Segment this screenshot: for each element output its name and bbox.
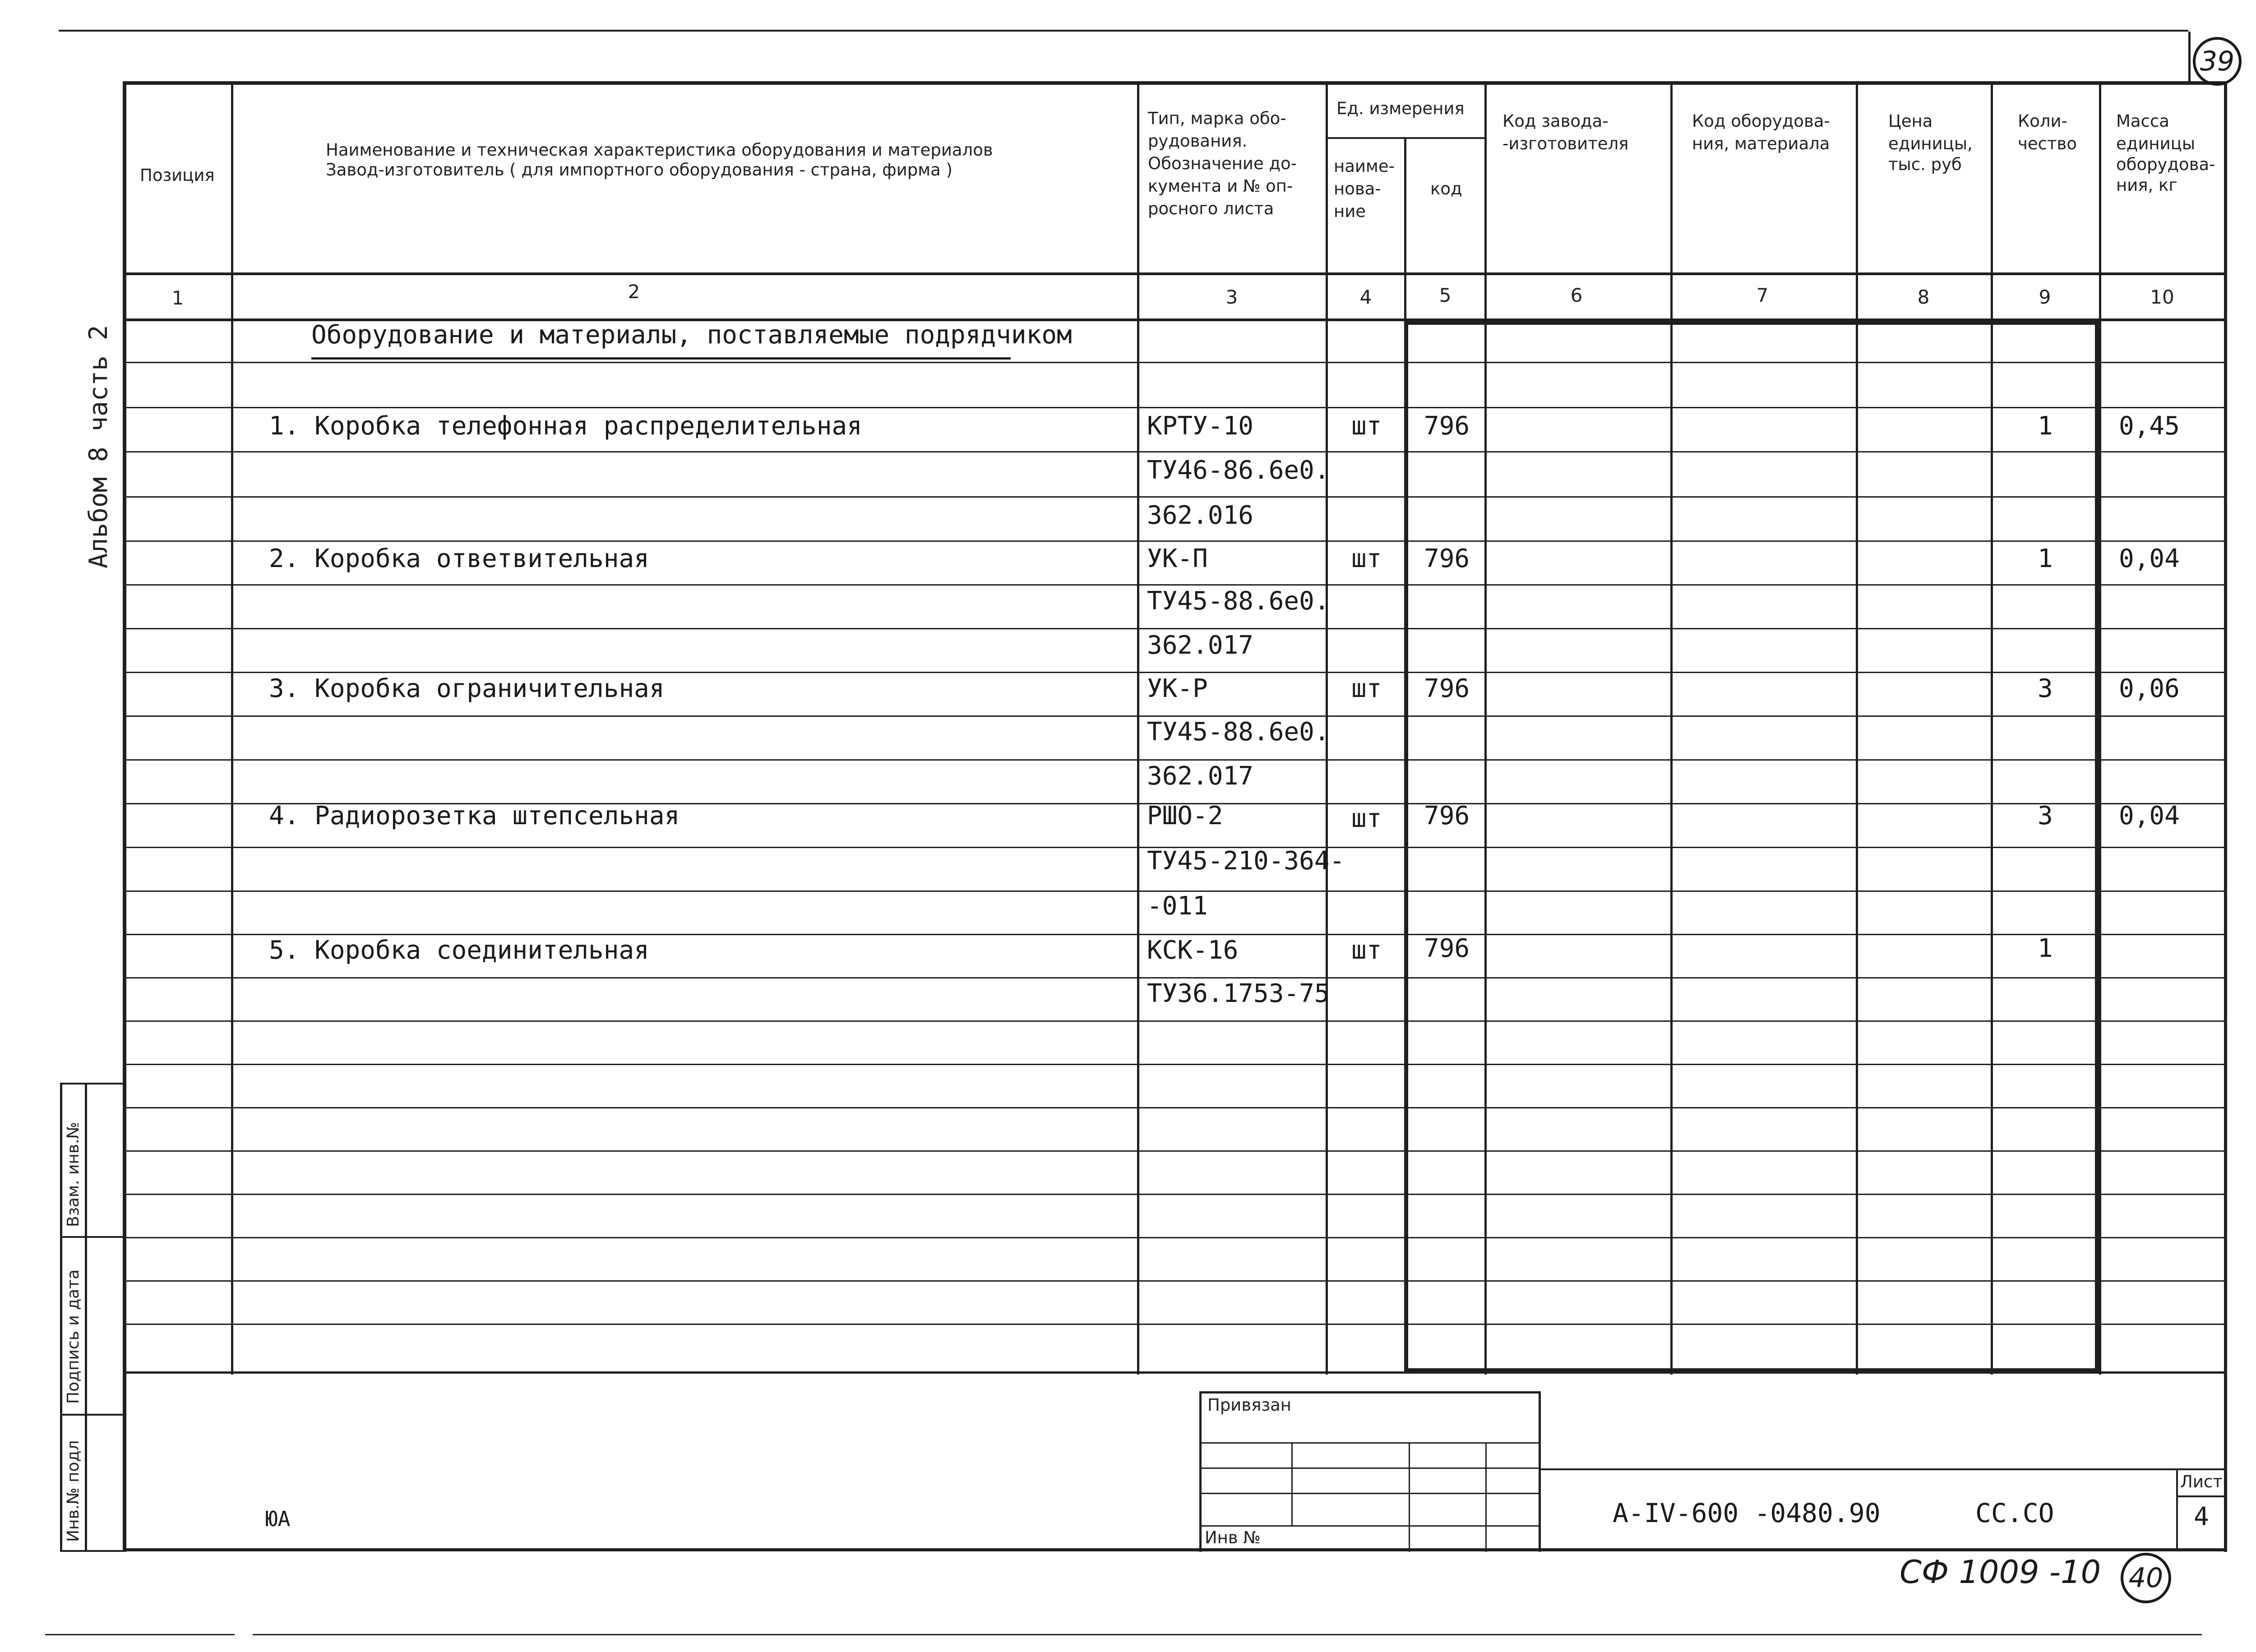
row-unit: шт	[1351, 804, 1382, 833]
row-type: -011	[1147, 891, 1208, 921]
header-price-1: Цена	[1888, 111, 1933, 131]
header-type-1: Тип, марка обо-	[1148, 109, 1286, 128]
row-code: 796	[1424, 934, 1470, 963]
sheet-label: Лист	[2180, 1472, 2223, 1491]
row-type: УК-Р	[1147, 674, 1208, 703]
column-number: 2	[628, 281, 640, 303]
header-type-2: рудования.	[1148, 131, 1248, 151]
header-type-4: кумента и № оп-	[1148, 176, 1293, 196]
header-unit-name-1: наиме-	[1334, 157, 1395, 176]
side-stamp-signature-date: Подпись и дата	[64, 1269, 83, 1404]
row-name: 3. Коробка ограничительная	[269, 674, 665, 703]
row-type: 362.017	[1147, 761, 1254, 791]
sheet-number: 4	[2194, 1502, 2209, 1532]
header-position: Позиция	[140, 166, 215, 185]
row-unit: шт	[1351, 544, 1382, 573]
header-mass-1: Масса	[2116, 111, 2169, 131]
column-number: 1	[171, 287, 184, 309]
row-code: 796	[1424, 674, 1470, 703]
row-qty: 1	[2038, 411, 2053, 441]
header-type-5: росного листа	[1148, 199, 1274, 218]
row-type: УК-П	[1147, 544, 1208, 573]
row-type: ТУ45-88.6е0.	[1147, 717, 1330, 747]
row-code: 796	[1424, 544, 1470, 573]
header-name-line1: Наименование и техническая характеристика оборудования и материалов	[326, 140, 993, 160]
privyazan-label: Привязан	[1207, 1395, 1291, 1415]
document-code: А-IV-600 -0480.90	[1613, 1498, 1881, 1528]
header-name-line2: Завод-изготовитель ( для импортного оборудования - страна, фирма )	[326, 160, 953, 180]
column-number: 8	[1917, 286, 1930, 308]
header-unit-name-3: ние	[1334, 202, 1366, 221]
header-factory-code-2: -изготовителя	[1502, 134, 1629, 153]
row-qty: 3	[2038, 801, 2053, 831]
sheet-number-circle-bottom: 40	[2121, 1553, 2171, 1603]
inv-no-label: Инв №	[1205, 1528, 1261, 1547]
header-qty-2: чество	[2018, 134, 2077, 153]
column-number: 6	[1570, 284, 1583, 306]
header-price-2: единицы,	[1888, 134, 1973, 153]
side-stamp-replaced-inv: Взам. инв.№	[64, 1122, 83, 1227]
row-unit: шт	[1351, 674, 1382, 703]
header-mass-4: ния, кг	[2116, 175, 2177, 195]
row-name: 5. Коробка соединительная	[269, 936, 649, 965]
header-equip-code-1: Код оборудова-	[1692, 111, 1830, 131]
row-code: 796	[1424, 411, 1470, 441]
row-name: 1. Коробка телефонная распределительная	[269, 411, 862, 441]
row-type: РШО-2	[1147, 801, 1223, 831]
header-price-3: тыс. руб	[1888, 155, 1962, 174]
header-mass-3: оборудова-	[2116, 155, 2215, 174]
column-number: 4	[1359, 286, 1372, 308]
header-equip-code-2: ния, материала	[1692, 134, 1830, 153]
row-qty: 1	[2038, 544, 2053, 573]
row-name: 4. Радиорозетка штепсельная	[269, 801, 680, 831]
row-type: ТУ45-88.6е0.	[1147, 586, 1330, 616]
row-name: 2. Коробка ответвительная	[269, 544, 649, 573]
header-units: Ед. измерения	[1336, 99, 1465, 118]
row-mass: 0,06	[2119, 674, 2180, 703]
header-factory-code-1: Код завода-	[1502, 111, 1609, 131]
header-qty-1: Коли-	[2018, 111, 2067, 131]
row-type: ТУ36.1753-75	[1147, 979, 1330, 1008]
row-mass: 0,04	[2119, 544, 2180, 573]
row-unit: шт	[1351, 411, 1382, 441]
row-code: 796	[1424, 801, 1470, 831]
handwritten-code: СФ 1009 -10	[1900, 1554, 2101, 1591]
column-number: 9	[2039, 286, 2051, 308]
header-type-3: Обозначение до-	[1148, 154, 1297, 173]
sheet-number-circle-top: 39	[2193, 37, 2242, 86]
column-number: 5	[1439, 284, 1452, 306]
album-label: Альбом 8 часть 2	[84, 325, 113, 568]
column-number: 7	[1756, 284, 1769, 306]
row-unit: шт	[1351, 936, 1382, 965]
row-type: 362.016	[1147, 501, 1254, 530]
left-mark: ЮА	[265, 1507, 291, 1531]
section-title: Оборудование и материалы, поставляемые подрядчиком	[311, 320, 1072, 350]
row-type: КСК-16	[1147, 936, 1239, 965]
row-mass: 0,04	[2119, 801, 2180, 831]
column-number: 3	[1225, 286, 1238, 308]
row-mass: 0,45	[2119, 411, 2180, 441]
header-unit-name-2: нова-	[1334, 179, 1381, 198]
row-qty: 3	[2038, 674, 2053, 703]
row-type: ТУ45-210-364-	[1147, 846, 1345, 876]
row-type: КРТУ-10	[1147, 411, 1254, 441]
column-number: 10	[2150, 286, 2174, 308]
section-title-underline	[311, 357, 1011, 360]
document-section: СС.СО	[1975, 1498, 2054, 1528]
header-mass-2: единицы	[2116, 134, 2196, 153]
row-type: 362.017	[1147, 631, 1254, 660]
row-type: ТУ46-86.6е0.	[1147, 456, 1330, 485]
side-stamp-original-inv: Инв.№ подл	[64, 1440, 83, 1542]
row-qty: 1	[2038, 934, 2053, 963]
header-unit-code: код	[1430, 179, 1462, 198]
